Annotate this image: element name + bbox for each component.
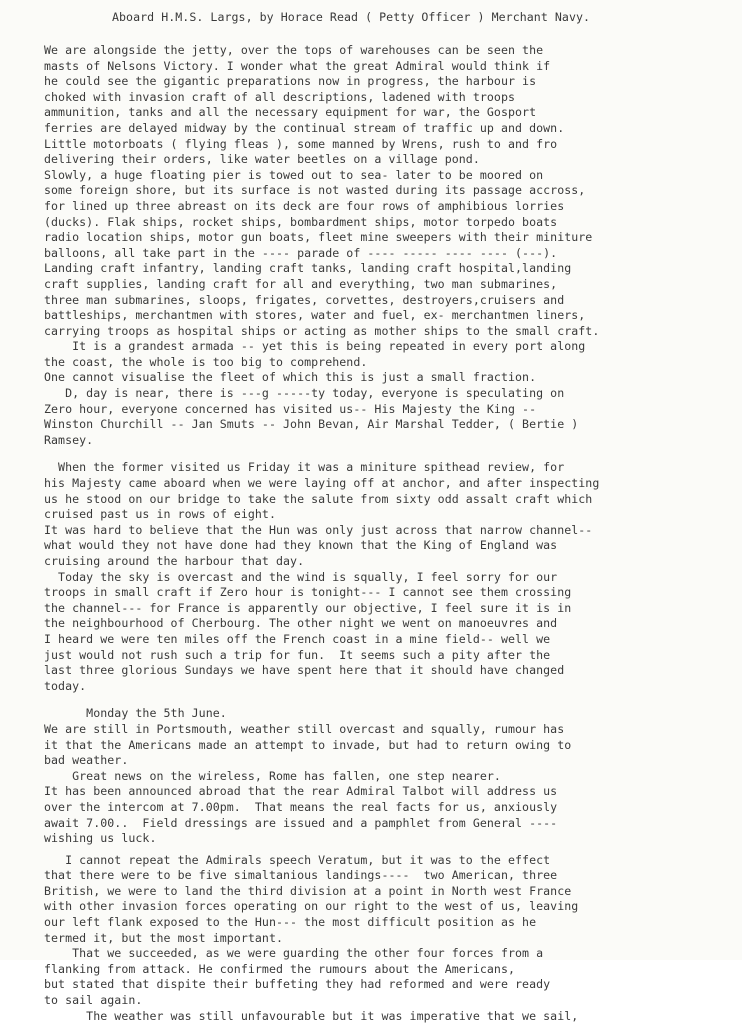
text-line: battleships, merchantmen with stores, water and fuel, ex- merchantmen liners, [44,308,586,323]
text-line: but stated that dispite their buffeting they had reformed and were ready [44,977,551,992]
text-line: cruised past us in rows of eight. [44,507,276,522]
text-line: our left flank exposed to the Hun--- the most difficult position as he [44,915,537,930]
text-line: We are still in Portsmouth, weather still overcast and squally, rumour has [44,721,565,736]
text-line: I heard we were ten miles off the French coast in a mine field-- well we [44,631,551,646]
text-line: bad weather. [44,753,129,768]
text-line: It is a grandest armada -- yet this is being repeated in every port along [44,339,586,354]
text-line: what would they not have done had they known that the King of England was [44,538,558,553]
text-line: masts of Nelsons Victory. I wonder what the great Admiral would think if [44,58,551,73]
text-line: carrying troops as hospital ships or acting as mother ships to the small craft. [44,323,600,338]
text-line: One cannot visualise the fleet of which this is just a small fraction. [44,370,537,385]
text-line: it that the Americans made an attempt to invade, but had to return owing to [44,737,572,752]
text-line: he could see the gigantic preparations now in progress, the harbour is [44,74,537,89]
text-line: today. [44,678,87,693]
text-line: wishing us luck. [44,831,157,846]
text-line: I cannot repeat the Admirals speech Veratum, but it was to the effect [44,852,551,867]
text-line: the coast, the whole is too big to comprehend. [44,354,368,369]
text-line: When the former visited us Friday it was a miniture spithead review, for [44,460,565,475]
text-line: flanking from attack. He confirmed the rumours about the Americans, [44,961,516,976]
text-line: We are alongside the jetty, over the tops of warehouses can be seen the [44,43,544,57]
text-line: last three glorious Sundays we have spent here that it should have changed [44,663,565,678]
text-line: ammunition, tanks and all the necessary equipment for war, the Gosport [44,105,537,120]
text-line: radio location ships, motor gun boats, fleet mine sweepers with their miniture [44,230,593,245]
text-line: cruising around the harbour that day. [44,554,305,568]
text-line: three man submarines, sloops, frigates, corvettes, destroyers,cruisers and [44,292,565,307]
text-line: just would not rush such a trip for fun. It seems such a pity after the [44,647,551,662]
text-line: Zero hour, everyone concerned has visited us-- His Majesty the King -- [44,401,537,416]
text-line: us he stood on our bridge to take the salute from sixty odd assalt craft which [44,491,593,506]
text-line: await 7.00.. Field dressings are issued and a pamphlet from General ---- [44,815,558,830]
text-line: termed it, but the most important. [44,930,284,945]
text-line: Winston Churchill -- Jan Smuts -- John Bevan, Air Marshal Tedder, ( Bertie ) [44,417,579,432]
text-line: Ramsey. [44,432,94,447]
page-header: Aboard H.M.S. Largs, by Horace Read ( Petty Officer ) Merchant Navy. [112,10,591,24]
text-line: over the intercom at 7.00pm. That means the real facts for us, anxiously [44,799,558,814]
text-line: Slowly, a huge floating pier is towed out to sea- later to be moored on [44,167,544,182]
text-line: (ducks). Flak ships, rocket ships, bombardment ships, motor torpedo boats [44,214,558,229]
text-line: It was hard to believe that the Hun was only just across that narrow channel-- [44,522,593,537]
text-line: Great news on the wireless, Rome has fallen, one step nearer. [44,768,501,783]
text-line: craft supplies, landing craft for all and everything, two man submarines, [44,276,558,291]
text-line: Today the sky is overcast and the wind is squally, I feel sorry for our [44,569,558,584]
text-line: It has been announced abroad that the rear Admiral Talbot will address us [44,784,558,799]
typed-body [44,43,742,1024]
text-line: ferries are delayed midway by the continual stream of traffic up and down. [44,120,565,135]
text-line: The weather was still unfavourable but it was imperative that we sail, [44,1008,579,1023]
text-line: troops in small craft if Zero hour is tonight--- I cannot see them crossing [44,585,572,600]
text-line: for lined up three abreast on its deck are four rows of amphibious lorries [44,198,565,213]
text-line: some foreign shore, but its surface is not wasted during its passage accross, [44,183,586,198]
text-line: That we succeeded, as we were guarding the other four forces from a [44,946,544,961]
text-line: choked with invasion craft of all descriptions, ladened with troops [44,89,516,104]
text-line: D, day is near, there is ---g -----ty today, everyone is speculating on [44,386,565,401]
text-line: the channel--- for France is apparently our objective, I feel sure it is in [44,600,572,615]
text-line: Monday the 5th June. [44,706,227,721]
text-line: Little motorboats ( flying fleas ), some manned by Wrens, rush to and fro [44,136,558,151]
text-line: British, we were to land the third division at a point in North west France [44,883,572,898]
text-line: delivering their orders, like water beetles on a village pond. [44,152,480,167]
text-line: with other invasion forces operating on our right to the west of us, leaving [44,899,579,914]
text-line: his Majesty came aboard when we were laying off at anchor, and after inspecting [44,476,600,491]
text-line: Landing craft infantry, landing craft tanks, landing craft hospital,landing [44,261,572,276]
text-line: to sail again. [44,993,143,1008]
text-line: the neighbourhood of Cherbourg. The other night we went on manoeuvres and [44,616,558,631]
text-line: that there were to be five simaltanious landings---- two American, three [44,868,558,883]
text-line: balloons, all take part in the ---- parade of ---- ----- ---- ---- (---). [44,245,558,260]
